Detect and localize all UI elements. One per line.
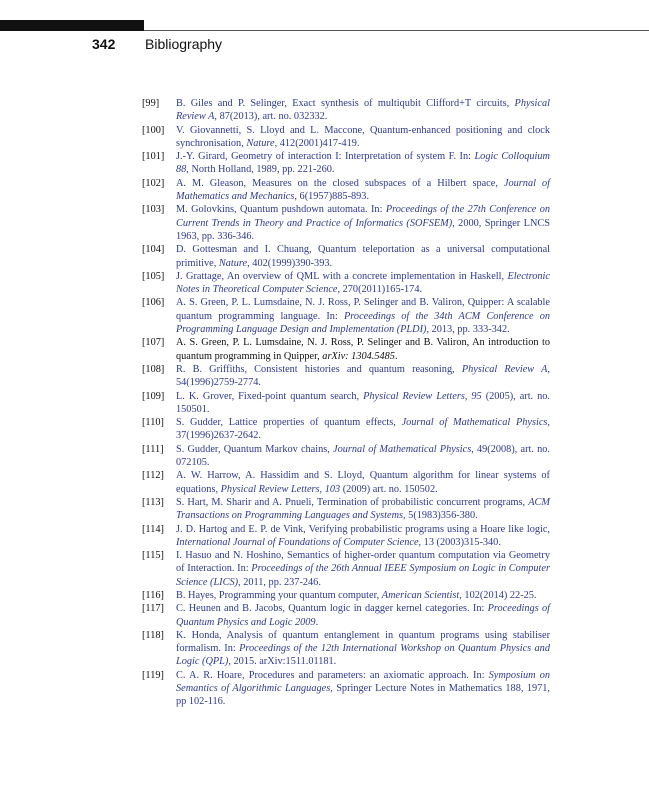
entry-number: [111] [142, 443, 164, 455]
entry-number: [113] [142, 496, 164, 508]
entry-details: , 49(2008), art. no. 072105. [176, 443, 550, 469]
entry-number: [114] [142, 523, 164, 535]
entry-text [176, 602, 550, 629]
bibliography-entry [142, 669, 550, 709]
entry-authors-title: D. Gottesman and I. Chuang, Quantum teleportation as a universal computational primitive, [176, 244, 550, 269]
entry-details: , 13 (2003)315-340. [418, 536, 501, 548]
entry-text [176, 523, 550, 550]
entry-text [176, 124, 550, 151]
entry-text [176, 177, 550, 204]
entry-details: , 2015. arXiv:1511.01181. [228, 656, 337, 668]
entry-text [176, 390, 550, 417]
bibliography-entry [142, 336, 550, 363]
entry-details: , 412(2001)417-419. [274, 137, 360, 149]
entry-venue: International Journal of Foundations of Computer Science [176, 536, 419, 548]
header-rule [144, 30, 649, 31]
bibliography-entry [142, 496, 550, 523]
entry-number: [118] [142, 629, 164, 641]
entry-authors-title: A. S. Green, P. L. Lumsdaine, N. J. Ross, P. Selinger and B. Valiron, An introduction to quantum programming in Quipper, [176, 337, 550, 362]
entry-number: [105] [142, 270, 165, 282]
entry-text [176, 203, 550, 243]
entry-authors-title: S. Hart, M. Sharir and A. Pnueli, Termination of probabilistic concurrent programs, [176, 496, 529, 508]
entry-authors-title: C. Heunen and B. Jacobs, Quantum logic in dagger kernel categories. In: [176, 603, 488, 615]
entry-number: [100] [142, 124, 165, 136]
bibliography-entry [142, 270, 550, 297]
entry-number: [108] [142, 363, 165, 375]
entry-text [176, 150, 550, 177]
entry-number: [103] [142, 204, 165, 216]
header-bar [0, 20, 144, 31]
entry-text [176, 589, 550, 602]
entry-number: [110] [142, 417, 164, 429]
running-title: Bibliography [145, 36, 223, 52]
entry-authors-title: R. B. Griffiths, Consistent histories and quantum reasoning, [176, 363, 462, 375]
entry-authors-title: K. Honda, Analysis of quantum entanglement in quantum programs using stabiliser formalism. In: [176, 629, 550, 655]
entry-venue: Proceedings of Quantum Physics and Logic 2009 [176, 603, 550, 628]
entry-venue: Logic Colloquium 88 [176, 151, 550, 176]
entry-text [176, 416, 550, 443]
entry-number: [119] [142, 669, 164, 681]
entry-text [176, 469, 550, 496]
entry-authors-title: S. Gudder, Lattice properties of quantum effects, [176, 417, 402, 429]
entry-text [176, 629, 550, 669]
bibliography-entry [142, 443, 550, 470]
entry-authors-title: A. S. Green, P. L. Lumsdaine, N. J. Ross, P. Selinger and B. Valiron, Quipper: A scalable quantum programming language. In: [176, 297, 550, 322]
entry-details: , 270(2011)165-174. [337, 284, 423, 296]
entry-details: , 5(1983)356-380. [403, 510, 478, 522]
bibliography-entry [142, 97, 550, 124]
entry-details: , 2000, Springer LNCS 1963, pp. 336-346. [176, 217, 551, 242]
bibliography-entry [142, 469, 550, 496]
entry-number: [99] [142, 98, 160, 109]
entry-number: [115] [142, 550, 164, 562]
entry-venue: Proceedings of the 26th Annual IEEE Symposium on Logic in Computer Science (LICS) [176, 563, 550, 588]
entry-venue: arXiv: 1304.5485 [322, 350, 395, 362]
entry-details: , Springer Lecture Notes in Mathematics 188, 1971, pp 102-116. [176, 683, 550, 708]
entry-details: . [315, 616, 319, 628]
entry-authors-title: S. Gudder, Quantum Markov chains, [176, 443, 334, 455]
entry-venue: Journal of Mathematical Physics [333, 443, 472, 455]
page-number: 342 [92, 36, 116, 52]
entry-authors-title: I. Hasuo and N. Hoshino, Semantics of higher-order quantum computation via Geometry of Interaction. In: [176, 550, 550, 575]
entry-authors-title: V. Giovannetti, S. Lloyd and L. Maccone, Quantum-enhanced positioning and clock synchronisation, [176, 124, 550, 149]
entry-authors-title: A. M. Gleason, Measures on the closed subspaces of a Hilbert space, [176, 177, 504, 189]
entry-venue: Physical Review A [176, 98, 550, 123]
entry-authors-title: M. Golovkins, Quantum pushdown automata. In: [176, 204, 386, 216]
entry-venue: Symposium on Semantics of Algorithmic Languages [176, 669, 550, 695]
entry-details: , 2011, pp. 237-246. [238, 576, 321, 588]
entry-venue: Electronic Notes in Theoretical Computer Science [176, 270, 550, 296]
entry-venue: Proceedings of the 12th International Workshop on Quantum Physics and Logic (QPL) [176, 643, 550, 668]
entry-details: , 2013, pp. 333-342. [426, 324, 510, 336]
entry-venue: American Scientist [381, 589, 460, 601]
bibliography-entry [142, 177, 550, 204]
entry-details: , North Holland, 1989, pp. 221-260. [186, 164, 335, 176]
entry-number: [116] [142, 589, 164, 601]
entry-venue: Proceedings of the 27th Conference on Current Trends in Theory and Practice of Informatics (SOFSEM) [176, 204, 550, 229]
entry-text [176, 296, 550, 336]
bibliography-entry [142, 589, 550, 602]
entry-details: , 87(2013), art. no. 032332. [214, 111, 328, 123]
bibliography-entry [142, 124, 550, 151]
entry-details: , 6(1957)885-893. [294, 191, 370, 203]
entry-authors-title: J. Grattage, An overview of QML with a concrete implementation in Haskell, [176, 270, 508, 282]
bibliography-entry [142, 203, 550, 243]
entry-details: , 102(2014) 22-25. [459, 589, 537, 601]
bibliography-entry [142, 549, 550, 589]
entry-number: [101] [142, 151, 165, 163]
entry-venue: Proceedings of the 34th ACM Conference on Programming Language Design and Implementation (PLDI) [176, 310, 551, 336]
entry-text [176, 97, 550, 124]
entry-venue: Physical Review A [461, 363, 548, 375]
entry-number: [107] [142, 337, 165, 349]
entry-details: , 402(1999)390-393. [247, 257, 333, 269]
entry-number: [104] [142, 244, 165, 256]
entry-authors-title: B. Giles and P. Selinger, Exact synthesis of multiqubit Clifford+T circuits, [176, 98, 515, 109]
entry-number: [109] [142, 390, 165, 402]
entry-details: (2005), art. no. 150501. [176, 390, 550, 415]
entry-number: [117] [142, 603, 164, 615]
bibliography-entry [142, 416, 550, 443]
entry-number: [106] [142, 297, 165, 309]
entry-authors-title: L. K. Grover, Fixed-point quantum search, [176, 390, 364, 402]
bibliography-entry [142, 629, 550, 669]
entry-text [176, 270, 550, 297]
entry-venue: Journal of Mathematical Physics [401, 417, 548, 429]
entry-number: [102] [142, 177, 165, 189]
entry-authors-title: C. A. R. Hoare, Procedures and parameters: an axiomatic approach. In: [176, 669, 489, 681]
entry-authors-title: A. W. Harrow, A. Hassidim and S. Lloyd, Quantum algorithm for linear systems of equations, [176, 470, 550, 495]
entry-text [176, 336, 550, 363]
entry-details: (2009) art. no. 150502. [340, 483, 438, 495]
entry-text [176, 443, 550, 470]
entry-text [176, 363, 550, 390]
entry-authors-title: B. Hayes, Programming your quantum computer, [176, 589, 382, 601]
entry-text [176, 243, 550, 270]
bibliography-entry [142, 363, 550, 390]
entry-authors-title: J. D. Hartog and E. P. de Vink, Verifying probabilistic programs using a Hoare like logic, [176, 523, 550, 535]
entry-venue: Physical Review Letters, 95 [363, 390, 482, 402]
entry-text [176, 496, 550, 523]
entry-authors-title: J.-Y. Girard, Geometry of interaction I: Interpretation of system F. In: [176, 151, 475, 163]
entry-details: , 54(1996)2759-2774. [176, 363, 550, 389]
entry-venue: ACM Transactions on Programming Languages and Systems [176, 496, 550, 522]
entry-details: , 37(1996)2637-2642. [176, 417, 550, 442]
entry-number: [112] [142, 470, 164, 482]
entry-text [176, 669, 550, 709]
bibliography-entry [142, 602, 550, 629]
entry-details: . [394, 350, 398, 362]
entry-venue: Nature [246, 137, 275, 149]
bibliography-list [142, 97, 550, 709]
bibliography-entry [142, 296, 550, 336]
entry-text [176, 549, 550, 589]
entry-venue: Nature [218, 257, 248, 269]
bibliography-entry [142, 390, 550, 417]
bibliography-entry [142, 523, 550, 550]
entry-venue: Physical Review Letters, 103 [220, 483, 341, 495]
bibliography-entry [142, 150, 550, 177]
bibliography-entry [142, 243, 550, 270]
entry-venue: Journal of Mathematics and Mechanics [176, 177, 550, 203]
